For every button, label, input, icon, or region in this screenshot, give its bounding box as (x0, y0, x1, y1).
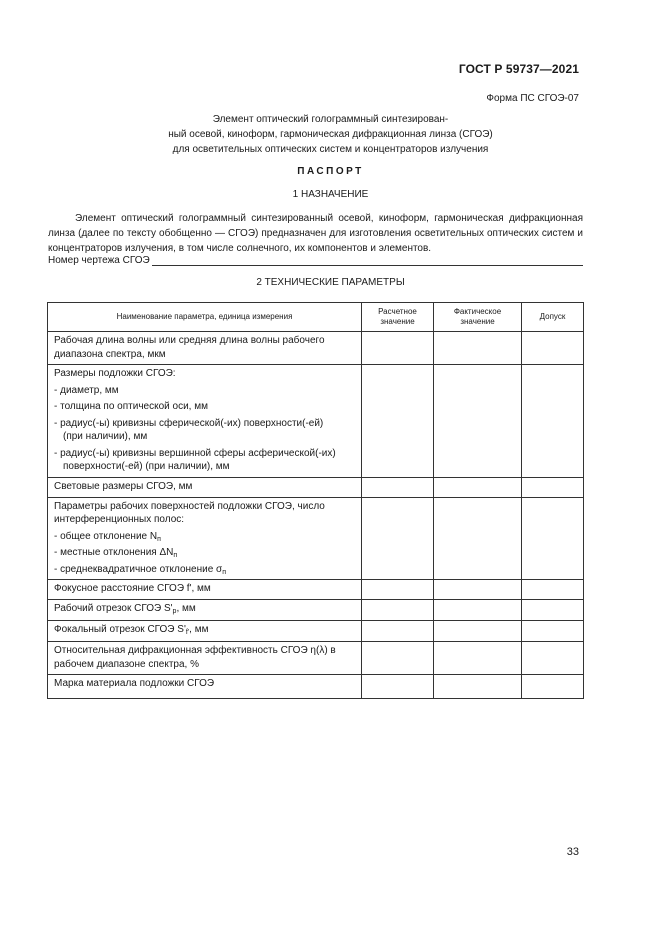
cell-actual[interactable] (434, 675, 522, 699)
cell-calculated[interactable] (362, 621, 434, 642)
cell-actual[interactable] (434, 477, 522, 497)
section-1-heading: 1 НАЗНАЧЕНИЕ (292, 189, 369, 200)
cell-actual[interactable] (434, 332, 522, 365)
column-header-actual: Фактическое значение (434, 303, 522, 332)
table-row (48, 477, 584, 497)
column-header-tolerance: Допуск (522, 303, 584, 332)
param-focal-segment: Фокальный отрезок СГОЭ $S'_{f'}$, мм (48, 621, 362, 642)
title-line: Элемент оптический голограммный синтезирован- (212, 114, 449, 125)
cell-actual[interactable] (434, 621, 522, 642)
param-focal-length: Фокусное расстояние СГОЭ f', мм (48, 580, 362, 600)
cell-tolerance[interactable] (522, 332, 584, 365)
technical-parameters-table (47, 302, 584, 699)
cell-tolerance[interactable] (522, 675, 584, 699)
param-diffraction-efficiency: Относительная дифракционная эффективность СГОЭ η(λ) в рабочем диапазоне спектра, % (48, 642, 362, 675)
param-light-sizes: Световые размеры СГОЭ, мм (48, 477, 362, 497)
section-2-heading: 2 ТЕХНИЧЕСКИЕ ПАРАМЕТРЫ (256, 277, 405, 288)
cell-actual[interactable] (434, 600, 522, 621)
cell-tolerance[interactable] (522, 580, 584, 600)
cell-calculated[interactable] (362, 580, 434, 600)
cell-tolerance[interactable] (522, 477, 584, 497)
passport-heading: ПАСПОРТ (297, 166, 364, 177)
table-header-row (48, 303, 584, 332)
param-substrate-sizes: Размеры подложки СГОЭ: - диаметр, мм - толщина по оптической оси, мм - радиус(-ы) кривизны сферической(-их) поверхности(-ей) (при наличии), мм - радиус(-ы) кривизны вершинной сферы асферической(-их) поверхности(-ей) (при наличии), мм (48, 365, 362, 478)
param-substrate-material: Марка материала подложки СГОЭ (48, 675, 362, 699)
table-row (48, 642, 584, 675)
cell-tolerance[interactable] (522, 497, 584, 580)
purpose-paragraph: Элемент оптический голограммный синтезированный осевой, киноформ, гармоническая дифракционная линза (далее по тексту обобщенно — СГОЭ) предназначен для изготовления осветительных оптических систем и концентраторов излучения, в том числе солнечного, их компонентов и элементов. (48, 213, 583, 254)
cell-calculated[interactable] (362, 497, 434, 580)
document-title (0, 112, 661, 157)
cell-calculated[interactable] (362, 642, 434, 675)
page-number: 33 (566, 846, 579, 858)
cell-calculated[interactable] (362, 675, 434, 699)
table-row (48, 580, 584, 600)
title-line: ный осевой, киноформ, гармоническая дифракционная линза (СГОЭ) (168, 129, 493, 140)
param-working-segment: Рабочий отрезок СГОЭ $S'_р$, мм (48, 600, 362, 621)
column-header-name: Наименование параметра, единица измерения (48, 303, 362, 332)
cell-actual[interactable] (434, 580, 522, 600)
cell-tolerance[interactable] (522, 600, 584, 621)
cell-calculated[interactable] (362, 332, 434, 365)
cell-calculated[interactable] (362, 365, 434, 478)
table-row (48, 332, 584, 365)
cell-actual[interactable] (434, 497, 522, 580)
cell-tolerance[interactable] (522, 365, 584, 478)
drawing-number-label: Номер чертежа СГОЭ (48, 255, 150, 266)
drawing-number-field (152, 265, 583, 266)
cell-actual[interactable] (434, 642, 522, 675)
cell-tolerance[interactable] (522, 642, 584, 675)
table-row (48, 365, 584, 478)
title-line: для осветительных оптических систем и концентраторов излучения (172, 144, 489, 155)
cell-calculated[interactable] (362, 600, 434, 621)
table-row (48, 600, 584, 621)
table-row (48, 497, 584, 580)
table-row (48, 621, 584, 642)
form-code: Форма ПС СГОЭ-07 (486, 93, 579, 104)
cell-calculated[interactable] (362, 477, 434, 497)
param-working-surfaces: Параметры рабочих поверхностей подложки СГОЭ, число интерференционных полос: - общее отклонение $N_п$ - местные отклонения $\Delta N_п$ - среднеквадратичное отклонение $\sigma_п$ (48, 497, 362, 580)
cell-tolerance[interactable] (522, 621, 584, 642)
column-header-calculated: Расчетное значение (362, 303, 434, 332)
standard-number: ГОСТ Р 59737—2021 (458, 62, 579, 76)
table-row (48, 675, 584, 699)
param-wavelength: Рабочая длина волны или средняя длина волны рабочего диапазона спектра, мкм (48, 332, 362, 365)
cell-actual[interactable] (434, 365, 522, 478)
